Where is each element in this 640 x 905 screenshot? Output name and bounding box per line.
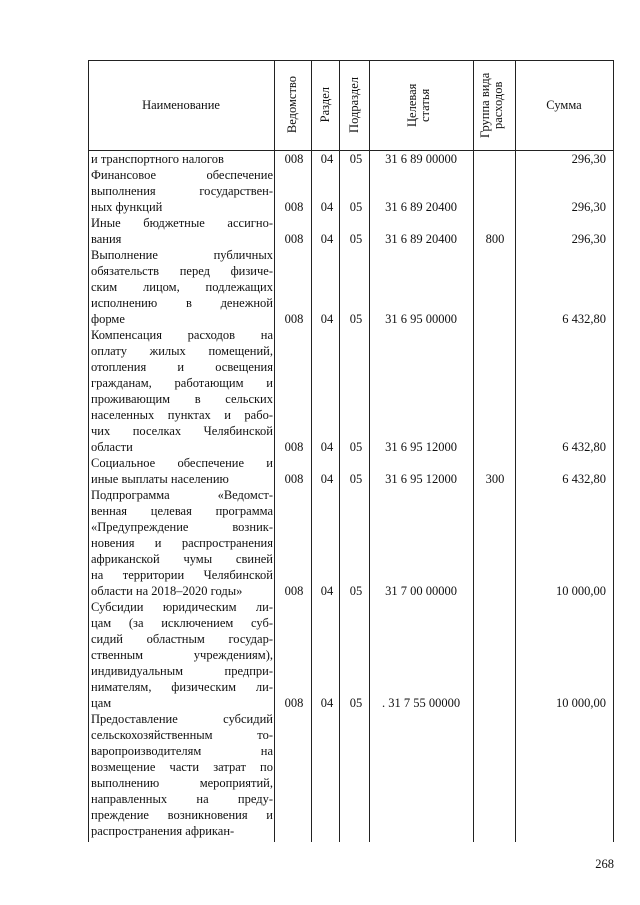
row-podrazdel: 05 [349, 200, 363, 214]
table-row [88, 215, 614, 247]
row-vedomstvo: 008 [284, 696, 304, 710]
row-name-line: цам (за исключением суб- [91, 616, 273, 630]
header-gruppa-label: Группа вида расходов [478, 72, 505, 138]
row-podrazdel: 05 [349, 440, 363, 454]
row-razdel: 04 [320, 472, 334, 486]
header-podrazdel [339, 60, 369, 150]
row-name [91, 247, 273, 327]
row-celevaya: 31 6 89 20400 [385, 232, 457, 246]
row-name-line: оплату жилых помещений, [91, 344, 273, 358]
row-name-line: ственным учреждениям), [91, 648, 273, 662]
row-name-line: вания [91, 232, 122, 246]
row-razdel: 04 [320, 312, 334, 326]
row-podrazdel: 05 [349, 584, 363, 598]
table-row [88, 247, 614, 327]
row-name-line: венная целевая программа [91, 504, 273, 518]
header-vedomstvo [274, 60, 311, 150]
row-name-line: распространения африкан- [91, 824, 235, 838]
row-celevaya: 31 7 00 00000 [385, 584, 457, 598]
header-celevaya [369, 60, 473, 150]
row-celevaya: 31 6 95 00000 [385, 312, 457, 326]
row-vedomstvo: 008 [284, 440, 304, 454]
row-name-line: гражданам, работающим и [91, 376, 273, 390]
row-name-line: новения и распространения [91, 536, 273, 550]
row-name [91, 151, 273, 167]
header-summa: Сумма [546, 97, 582, 112]
row-name [91, 599, 273, 711]
header-podrazdel-label: Подраздел [346, 77, 361, 133]
row-razdel: 04 [320, 200, 334, 214]
row-name-line: Компенсация расходов на [91, 328, 273, 342]
row-name [91, 327, 273, 455]
row-celevaya: . 31 7 55 00000 [381, 696, 461, 710]
row-vedomstvo: 008 [284, 312, 304, 326]
row-name [91, 167, 273, 215]
row-vedomstvo: 008 [284, 152, 304, 166]
row-name-line: Подпрограмма «Ведомст- [91, 488, 273, 502]
header-vedomstvo-label: Ведомство [285, 76, 299, 134]
row-podrazdel: 05 [349, 696, 363, 710]
row-name-line: ных функций [91, 200, 163, 214]
row-name-line: африканской чумы свиней [91, 552, 273, 566]
row-summa: 6 432,80 [562, 440, 606, 454]
header-razdel-label: Раздел [317, 87, 332, 123]
row-summa: 10 000,00 [556, 696, 606, 710]
row-name [91, 455, 273, 487]
row-celevaya: 31 6 95 12000 [385, 472, 457, 486]
row-name-line: Финансовое обеспечение [91, 168, 273, 182]
row-vedomstvo: 008 [284, 232, 304, 246]
header-razdel [311, 60, 339, 150]
row-name [91, 711, 273, 839]
row-name-line: выполнения государствен- [91, 184, 273, 198]
row-razdel: 04 [320, 696, 334, 710]
row-celevaya: 31 6 95 12000 [385, 440, 457, 454]
row-summa: 296,30 [571, 200, 606, 214]
row-name-line: выполнению мероприятий, [91, 776, 273, 790]
row-razdel: 04 [320, 152, 334, 166]
row-name-line: обязательств перед физиче- [91, 264, 273, 278]
row-name-line: форме [91, 312, 125, 326]
header-gruppa [473, 60, 515, 150]
row-podrazdel: 05 [349, 232, 363, 246]
row-name-line: ским лицом, подлежащих [91, 280, 273, 294]
row-name-line: направленных на преду- [91, 792, 273, 806]
row-name-line: и транспортного налогов [91, 152, 224, 166]
row-summa: 10 000,00 [556, 584, 606, 598]
row-name-line: индивидуальным предпри- [91, 664, 273, 678]
row-name-line: варопроизводителям на [91, 744, 273, 758]
row-name-line: возмещение части затрат по [91, 760, 273, 774]
row-podrazdel: 05 [349, 312, 363, 326]
row-name-line: Предоставление субсидий [91, 712, 273, 726]
row-vedomstvo: 008 [284, 472, 304, 486]
row-name-line: преждение возникновения и [91, 808, 273, 822]
row-name-line: области на 2018–2020 годы» [91, 584, 243, 598]
row-podrazdel: 05 [349, 472, 363, 486]
row-razdel: 04 [320, 584, 334, 598]
table-row [88, 599, 614, 711]
row-name-line: населенных пунктах и рабо- [91, 408, 273, 422]
row-gruppa: 800 [485, 232, 505, 246]
row-razdel: 04 [320, 232, 334, 246]
table-row [88, 327, 614, 455]
row-vedomstvo: 008 [284, 200, 304, 214]
table-row [88, 455, 614, 487]
row-name-line: на территории Челябинской [91, 568, 273, 582]
row-name-line: отопления и освещения [91, 360, 273, 374]
row-name-line: проживающим в сельских [91, 392, 273, 406]
table-row [88, 167, 614, 215]
row-name-line: чих поселках Челябинской [91, 424, 273, 438]
row-summa: 6 432,80 [562, 312, 606, 326]
row-summa: 6 432,80 [562, 472, 606, 486]
row-name-line: иные выплаты населению [91, 472, 229, 486]
page-number: 268 [595, 857, 614, 871]
row-name-line: Субсидии юридическим ли- [91, 600, 273, 614]
row-name-line: сельскохозяйственным то- [91, 728, 273, 742]
table-row [88, 711, 614, 839]
row-celevaya: 31 6 89 00000 [385, 152, 457, 166]
header-celevaya-label: Целевая статья [405, 83, 432, 127]
row-name-line: нимателям, физическим ли- [91, 680, 273, 694]
row-name-line: Выполнение публичных [91, 248, 273, 262]
row-summa: 296,30 [571, 232, 606, 246]
row-name-line: исполнению в денежной [91, 296, 273, 310]
row-summa: 296,30 [571, 152, 606, 166]
table-row [88, 487, 614, 599]
row-name [91, 215, 273, 247]
row-name [91, 487, 273, 599]
row-podrazdel: 05 [349, 152, 363, 166]
table-row [88, 151, 614, 167]
row-name-line: области [91, 440, 133, 454]
row-name-line: Социальное обеспечение и [91, 456, 273, 470]
row-name-line: «Предупреждение возник- [91, 520, 273, 534]
row-name-line: сидий областным государ- [91, 632, 273, 646]
budget-table [88, 60, 614, 842]
row-vedomstvo: 008 [284, 584, 304, 598]
row-name-line: цам [91, 696, 112, 710]
row-razdel: 04 [320, 440, 334, 454]
row-name-line: Иные бюджетные ассигно- [91, 216, 273, 230]
row-gruppa: 300 [485, 472, 505, 486]
row-celevaya: 31 6 89 20400 [385, 200, 457, 214]
header-name: Наименование [142, 97, 220, 112]
